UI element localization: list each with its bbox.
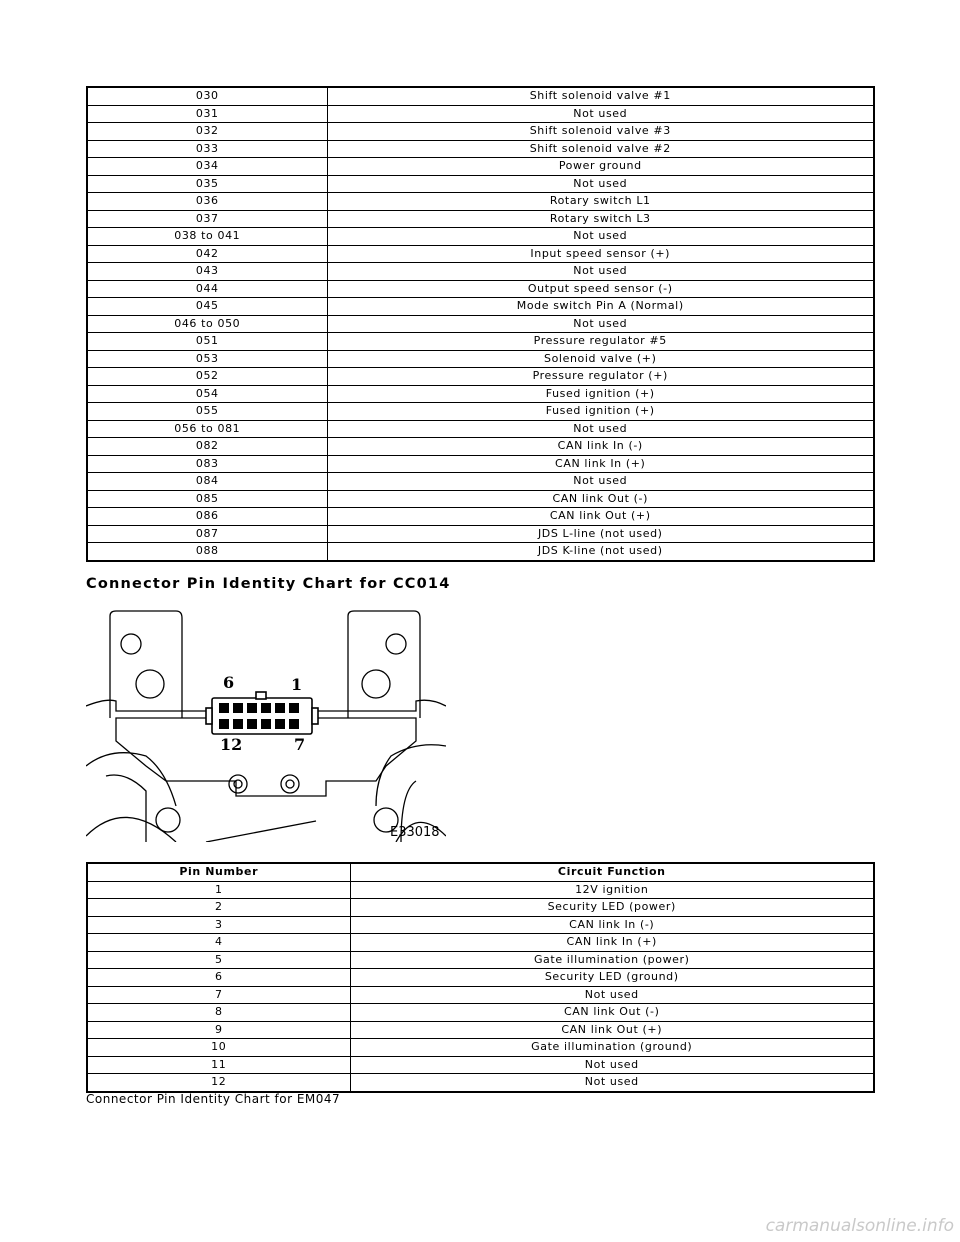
circuit-function-cell: Input speed sensor (+) bbox=[327, 245, 874, 263]
table-row bbox=[87, 455, 874, 473]
circuit-function-cell: Shift solenoid valve #1 bbox=[327, 87, 874, 105]
table-row bbox=[87, 175, 874, 193]
circuit-function-cell: Shift solenoid valve #2 bbox=[327, 140, 874, 158]
connector-drawing bbox=[86, 606, 446, 842]
pin-number-cell: 046 to 050 bbox=[87, 315, 327, 333]
column-header-pin-number: Pin Number bbox=[87, 863, 350, 881]
circuit-function-cell: Not used bbox=[350, 1056, 874, 1074]
pin-number-cell: 084 bbox=[87, 473, 327, 491]
table-header-row bbox=[87, 863, 874, 881]
table-row bbox=[87, 350, 874, 368]
table-row bbox=[87, 263, 874, 281]
circuit-function-cell: CAN link Out (+) bbox=[327, 508, 874, 526]
table-row bbox=[87, 916, 874, 934]
pin-number-cell: 12 bbox=[87, 1074, 350, 1092]
table-row bbox=[87, 438, 874, 456]
table-row bbox=[87, 385, 874, 403]
pin-number-cell: 2 bbox=[87, 899, 350, 917]
table-row bbox=[87, 1021, 874, 1039]
circuit-function-cell: Not used bbox=[350, 986, 874, 1004]
pin-number-cell: 088 bbox=[87, 543, 327, 561]
circuit-function-cell: Not used bbox=[327, 263, 874, 281]
pin-label-7: 7 bbox=[294, 735, 306, 754]
table-row bbox=[87, 1056, 874, 1074]
circuit-function-cell: JDS K-line (not used) bbox=[327, 543, 874, 561]
table-row bbox=[87, 315, 874, 333]
circuit-function-cell: Security LED (power) bbox=[350, 899, 874, 917]
table-row bbox=[87, 403, 874, 421]
table-row bbox=[87, 123, 874, 141]
pin-number-cell: 3 bbox=[87, 916, 350, 934]
pin-table-upper-body bbox=[87, 87, 874, 561]
pin-number-cell: 10 bbox=[87, 1039, 350, 1057]
table-row bbox=[87, 158, 874, 176]
pin-number-cell: 032 bbox=[87, 123, 327, 141]
circuit-function-cell: Mode switch Pin A (Normal) bbox=[327, 298, 874, 316]
table-row bbox=[87, 298, 874, 316]
circuit-function-cell: CAN link Out (+) bbox=[350, 1021, 874, 1039]
table-row bbox=[87, 986, 874, 1004]
circuit-function-cell: Not used bbox=[327, 228, 874, 246]
pin-number-cell: 038 to 041 bbox=[87, 228, 327, 246]
circuit-function-cell: Not used bbox=[350, 1074, 874, 1092]
circuit-function-cell: Rotary switch L3 bbox=[327, 210, 874, 228]
pin-number-cell: 052 bbox=[87, 368, 327, 386]
table-row bbox=[87, 490, 874, 508]
pin-number-cell: 11 bbox=[87, 1056, 350, 1074]
table-row bbox=[87, 881, 874, 899]
table-row bbox=[87, 280, 874, 298]
pin-number-cell: 055 bbox=[87, 403, 327, 421]
table-row bbox=[87, 1039, 874, 1057]
image-code: E33018 bbox=[390, 825, 440, 840]
pin-number-cell: 043 bbox=[87, 263, 327, 281]
circuit-function-cell: Pressure regulator #5 bbox=[327, 333, 874, 351]
table-row bbox=[87, 1004, 874, 1022]
pin-number-cell: 031 bbox=[87, 105, 327, 123]
table-row bbox=[87, 210, 874, 228]
circuit-function-cell: Gate illumination (ground) bbox=[350, 1039, 874, 1057]
circuit-function-cell: Security LED (ground) bbox=[350, 969, 874, 987]
table-row bbox=[87, 473, 874, 491]
pin-number-cell: 033 bbox=[87, 140, 327, 158]
circuit-function-cell: Fused ignition (+) bbox=[327, 385, 874, 403]
pin-table-em047-body bbox=[87, 881, 874, 1092]
circuit-function-cell: CAN link In (+) bbox=[350, 934, 874, 952]
pin-number-cell: 045 bbox=[87, 298, 327, 316]
pin-number-cell: 044 bbox=[87, 280, 327, 298]
pin-label-6: 6 bbox=[223, 673, 235, 692]
figure-caption: Connector Pin Identity Chart for EM047 bbox=[86, 1092, 341, 1106]
pin-number-cell: 051 bbox=[87, 333, 327, 351]
table-row bbox=[87, 934, 874, 952]
pin-number-cell: 056 to 081 bbox=[87, 420, 327, 438]
pin-number-cell: 083 bbox=[87, 455, 327, 473]
circuit-function-cell: JDS L-line (not used) bbox=[327, 525, 874, 543]
table-row bbox=[87, 951, 874, 969]
column-header-circuit-function: Circuit Function bbox=[350, 863, 874, 881]
pin-label-12: 12 bbox=[220, 735, 243, 754]
circuit-function-cell: Not used bbox=[327, 175, 874, 193]
table-row bbox=[87, 508, 874, 526]
pin-number-cell: 082 bbox=[87, 438, 327, 456]
pin-number-cell: 035 bbox=[87, 175, 327, 193]
table-row bbox=[87, 87, 874, 105]
table-row bbox=[87, 368, 874, 386]
circuit-function-cell: 12V ignition bbox=[350, 881, 874, 899]
connector-figure bbox=[86, 606, 446, 842]
circuit-function-cell: CAN link In (-) bbox=[350, 916, 874, 934]
circuit-function-cell: CAN link In (-) bbox=[327, 438, 874, 456]
pin-number-cell: 036 bbox=[87, 193, 327, 211]
pin-number-cell: 6 bbox=[87, 969, 350, 987]
circuit-function-cell: CAN link Out (-) bbox=[327, 490, 874, 508]
table-row bbox=[87, 420, 874, 438]
pin-label-1: 1 bbox=[291, 675, 303, 694]
watermark: carmanualsonline.info bbox=[765, 1216, 954, 1236]
table-row bbox=[87, 525, 874, 543]
pin-number-cell: 8 bbox=[87, 1004, 350, 1022]
circuit-function-cell: Pressure regulator (+) bbox=[327, 368, 874, 386]
circuit-function-cell: CAN link Out (-) bbox=[350, 1004, 874, 1022]
pin-number-cell: 085 bbox=[87, 490, 327, 508]
circuit-function-cell: Not used bbox=[327, 315, 874, 333]
pin-number-cell: 086 bbox=[87, 508, 327, 526]
circuit-function-cell: Fused ignition (+) bbox=[327, 403, 874, 421]
circuit-function-cell: Not used bbox=[327, 105, 874, 123]
circuit-function-cell: Gate illumination (power) bbox=[350, 951, 874, 969]
table-row bbox=[87, 228, 874, 246]
pin-number-cell: 087 bbox=[87, 525, 327, 543]
circuit-function-cell: Power ground bbox=[327, 158, 874, 176]
pin-number-cell: 4 bbox=[87, 934, 350, 952]
pin-number-cell: 7 bbox=[87, 986, 350, 1004]
section-heading: Connector Pin Identity Chart for CC014 bbox=[86, 576, 451, 592]
table-row bbox=[87, 193, 874, 211]
pin-number-cell: 030 bbox=[87, 87, 327, 105]
table-row bbox=[87, 543, 874, 561]
circuit-function-cell: Not used bbox=[327, 473, 874, 491]
circuit-function-cell: Not used bbox=[327, 420, 874, 438]
pin-number-cell: 034 bbox=[87, 158, 327, 176]
pin-table-upper bbox=[86, 86, 875, 562]
pin-number-cell: 053 bbox=[87, 350, 327, 368]
circuit-function-cell: Output speed sensor (-) bbox=[327, 280, 874, 298]
pin-number-cell: 1 bbox=[87, 881, 350, 899]
circuit-function-cell: Shift solenoid valve #3 bbox=[327, 123, 874, 141]
pin-number-cell: 042 bbox=[87, 245, 327, 263]
circuit-function-cell: CAN link In (+) bbox=[327, 455, 874, 473]
pin-table-em047 bbox=[86, 862, 875, 1093]
table-row bbox=[87, 245, 874, 263]
circuit-function-cell: Solenoid valve (+) bbox=[327, 350, 874, 368]
table-row bbox=[87, 140, 874, 158]
table-row bbox=[87, 969, 874, 987]
table-row bbox=[87, 105, 874, 123]
pin-number-cell: 037 bbox=[87, 210, 327, 228]
circuit-function-cell: Rotary switch L1 bbox=[327, 193, 874, 211]
table-row bbox=[87, 899, 874, 917]
pin-number-cell: 054 bbox=[87, 385, 327, 403]
table-row bbox=[87, 333, 874, 351]
pin-number-cell: 9 bbox=[87, 1021, 350, 1039]
table-row bbox=[87, 1074, 874, 1092]
pin-number-cell: 5 bbox=[87, 951, 350, 969]
